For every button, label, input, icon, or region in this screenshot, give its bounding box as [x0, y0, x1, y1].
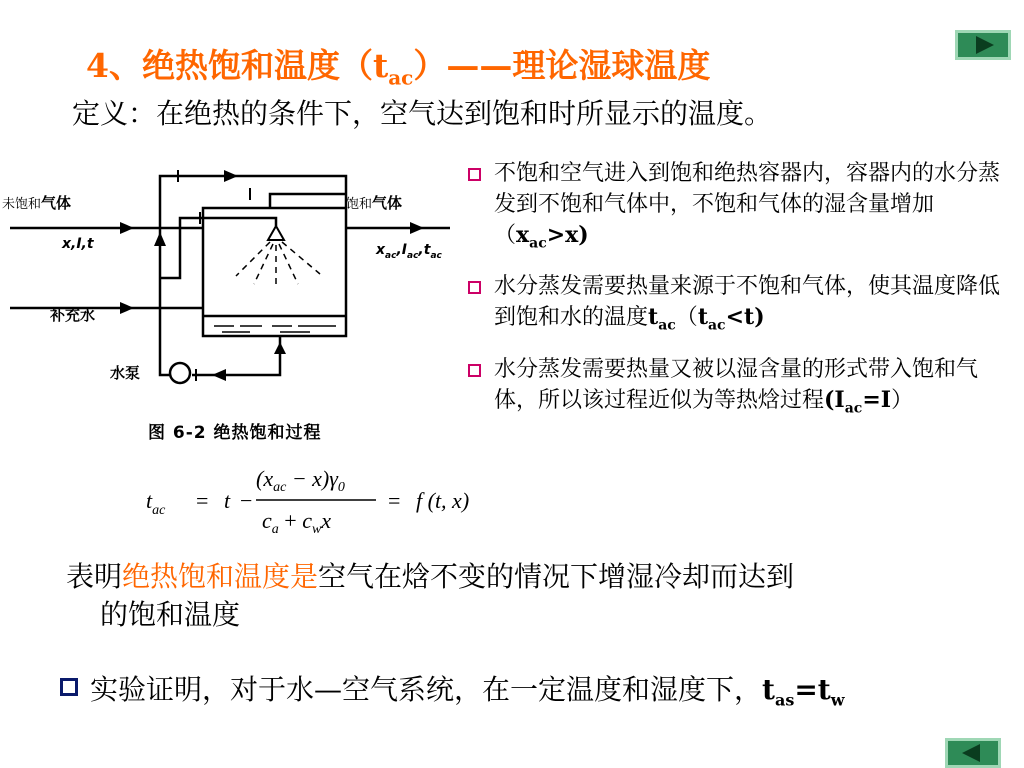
makeup-water-label: 补充水: [50, 306, 96, 324]
bullet-item: 不饱和空气进入到饱和绝热容器内，容器内的水分蒸发到不饱和气体中，不饱和气体的湿含量增加$(x_{ac}>x)$: [466, 158, 1006, 259]
return-arrow: [212, 369, 226, 381]
formula-t: t: [224, 488, 231, 513]
apparatus-drawing: [0, 150, 460, 410]
play-right-icon: [976, 36, 994, 54]
formula-denominator: $c_a + c_wx$: [262, 508, 332, 537]
formula-rhs: f (t, x): [416, 488, 470, 513]
outlet-gas-label: 饱和气体: [346, 194, 403, 212]
spray-lines: [236, 242, 320, 288]
formula-eq1: =: [196, 488, 209, 513]
next-slide-button[interactable]: [955, 30, 1011, 60]
outlet-variables: $x_{ac},I_{ac},t_{ac}$: [376, 242, 442, 261]
riser-arrow: [274, 342, 286, 354]
formula-numerator: $(x_{ac} - x)\gamma_0$: [256, 466, 345, 495]
pump-label: 水泵: [110, 364, 141, 382]
formula-minus: −: [240, 488, 253, 513]
experiment-statement: 实验证明，对于水—空气系统，在一定温度和湿度下，$t_{as}=t_w$: [60, 668, 845, 710]
makeup-arrow: [120, 302, 134, 314]
inlet-variables: x,I,t: [62, 236, 94, 252]
bullet-list: [466, 158, 1006, 436]
outlet-arrow: [410, 222, 424, 234]
top-arrow: [224, 170, 238, 182]
bullet-square-icon: [468, 168, 481, 181]
prev-slide-button[interactable]: [945, 738, 1001, 768]
bullet-square-icon: [468, 281, 481, 294]
bullet-item: 水分蒸发需要热量又被以湿含量的形式带入饱和气体，所以该过程近似为等热焓过程$(I_{ac}=I)$: [466, 354, 1006, 424]
bullet-square-icon: [60, 678, 78, 696]
bullet-square-icon: [468, 364, 481, 377]
formula-svg: [140, 460, 520, 540]
formula-lhs: $t_{ac}$: [146, 488, 166, 518]
water-surface: [214, 326, 336, 332]
bypass-arrow-up: [154, 232, 166, 246]
conclusion-text: 表明绝热饱和温度是空气在焓不变的情况下增湿冷却而达到 的饱和温度: [66, 560, 795, 631]
play-left-icon: [962, 744, 980, 762]
pump: [170, 363, 190, 383]
inlet-arrow: [120, 222, 134, 234]
formula: [140, 460, 520, 544]
bullet-item: 水分蒸发需要热量来源于不饱和气体，使其温度降低到饱和水的温度$t_{ac}(t_{ac}<t)$: [466, 271, 1006, 341]
adiabatic-saturation-diagram: [0, 150, 460, 410]
inlet-gas-label: 未饱和气体: [2, 194, 72, 212]
page-title: 4、绝热饱和温度$(t_{ac})——$理论湿球温度: [86, 46, 711, 90]
figure-caption: 图 6-2 绝热饱和过程: [148, 423, 322, 443]
spray-nozzle: [268, 226, 284, 240]
definition-text: 定义：在绝热的条件下，空气达到饱和时所显示的温度。: [72, 97, 773, 130]
formula-eq2: =: [388, 488, 401, 513]
